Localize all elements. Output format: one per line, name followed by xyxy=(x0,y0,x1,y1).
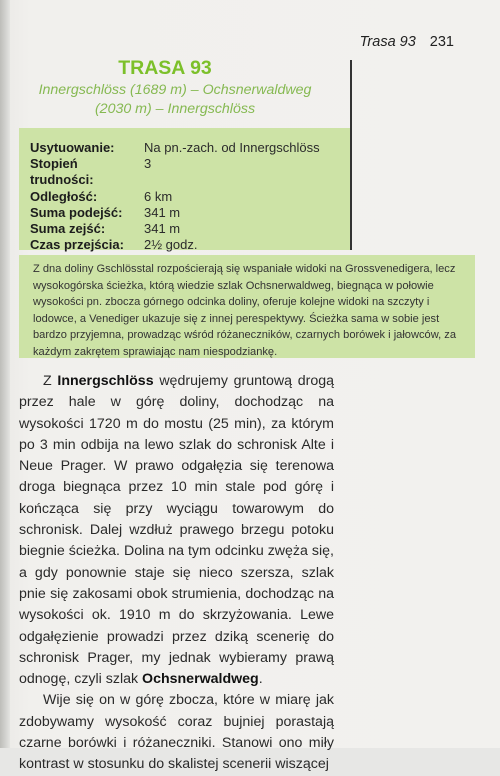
info-key: Suma zejść: xyxy=(30,221,106,237)
p1-end: . xyxy=(258,671,263,688)
route-description: Z dna doliny Gschlösstal rozpościerają się wspaniałe widoki na Grossvenedigera, lecz wysokogórska ścieżka, którą wiedzie szlak Ochsnerwaldweg, biegnąca w połowie wysokości pn. zbocza górnego odcinka doliny, oferuje kolejne widoki na szczyty i lodowce, a Venediger ukazuje się z innej perespektywy. Ścieżka sama w sobie jest bardzo przyjemna, prowadząc wśród różaneczników, czarnych borówek i jałowców, za każdym zakrętem sprawiając nam niespodziankę. xyxy=(33,263,456,358)
info-value: 3 xyxy=(144,156,152,172)
route-info-box xyxy=(19,128,350,253)
body-paragraph-1 xyxy=(19,371,334,690)
info-row-difficulty xyxy=(30,156,350,188)
info-row-descent xyxy=(30,221,350,237)
info-row-ascent xyxy=(30,205,350,221)
body-text xyxy=(19,371,334,776)
vertical-rule xyxy=(350,60,352,250)
subtitle-line-2: (2030 m) – Innergschlöss xyxy=(94,101,256,117)
info-value: 341 m xyxy=(144,204,181,220)
info-key: Stopień trudności: xyxy=(30,156,94,188)
info-value: Na pn.-zach. od Innergschlöss xyxy=(144,140,320,155)
info-key: Suma podejść: xyxy=(30,204,123,220)
info-row-location xyxy=(30,140,350,156)
route-subtitle xyxy=(20,81,330,119)
p1-prefix: Z xyxy=(43,373,58,389)
info-key: Odległość: xyxy=(30,188,98,204)
info-key: Czas przejścia: xyxy=(30,237,124,253)
info-row-distance xyxy=(30,189,350,205)
info-key: Usytuowanie: xyxy=(30,140,115,155)
spine-shadow xyxy=(0,0,10,748)
info-value: 2½ godz. xyxy=(144,237,198,253)
info-value: 6 km xyxy=(144,188,173,204)
route-title: TRASA 93 xyxy=(118,57,212,79)
body-paragraph-2: Wije się on w górę zbocza, które w miarę jak zdobywamy wysokość coraz bujniej porastają czarne borówki i różaneczniki. Stanowi ono miły kontrast w stosunku do skalistej scenerii wiszącej xyxy=(19,692,334,773)
route-description-box xyxy=(19,255,475,358)
running-header xyxy=(360,34,454,50)
info-value: 341 m xyxy=(144,221,181,237)
subtitle-line-1: Innergschlöss (1689 m) – Ochsnerwaldweg xyxy=(38,82,312,98)
page-number: 231 xyxy=(429,34,454,50)
header-route-label: Trasa 93 xyxy=(359,34,416,50)
trail-ochsnerwaldweg: Ochsnerwaldweg xyxy=(142,671,259,688)
info-row-time xyxy=(30,237,350,253)
p1-text: wędrujemy gruntową drogą przez hale w górę doliny, dochodząc na wysokości 1720 m do mostu (25 min), za którym po 3 min odbija na lewo szlak do schronisk Alte i Neue Prager. W prawo odgałęzia się terenowa droga biegnąca przez 10 min stale pod górę i kończąca się przy wyciągu towarowym do schronisk. Dalej wzdłuż prawego brzegu potoku biegnie ścieżka. Dolina na tym odcinku zwęża się, a gdy ponownie staje się nieco szersza, szlak pnie się zakosami obok strumienia, dochodząc na wysokości ok. 1910 m do skrzyżowania. Lewe odgałęzienie prowadzi przez dziką scenerię do schronisk Prager, my jednak wybieramy prawą odnogę, czyli szlak xyxy=(19,373,334,688)
place-innergschloss: Innergschlöss xyxy=(57,373,154,389)
